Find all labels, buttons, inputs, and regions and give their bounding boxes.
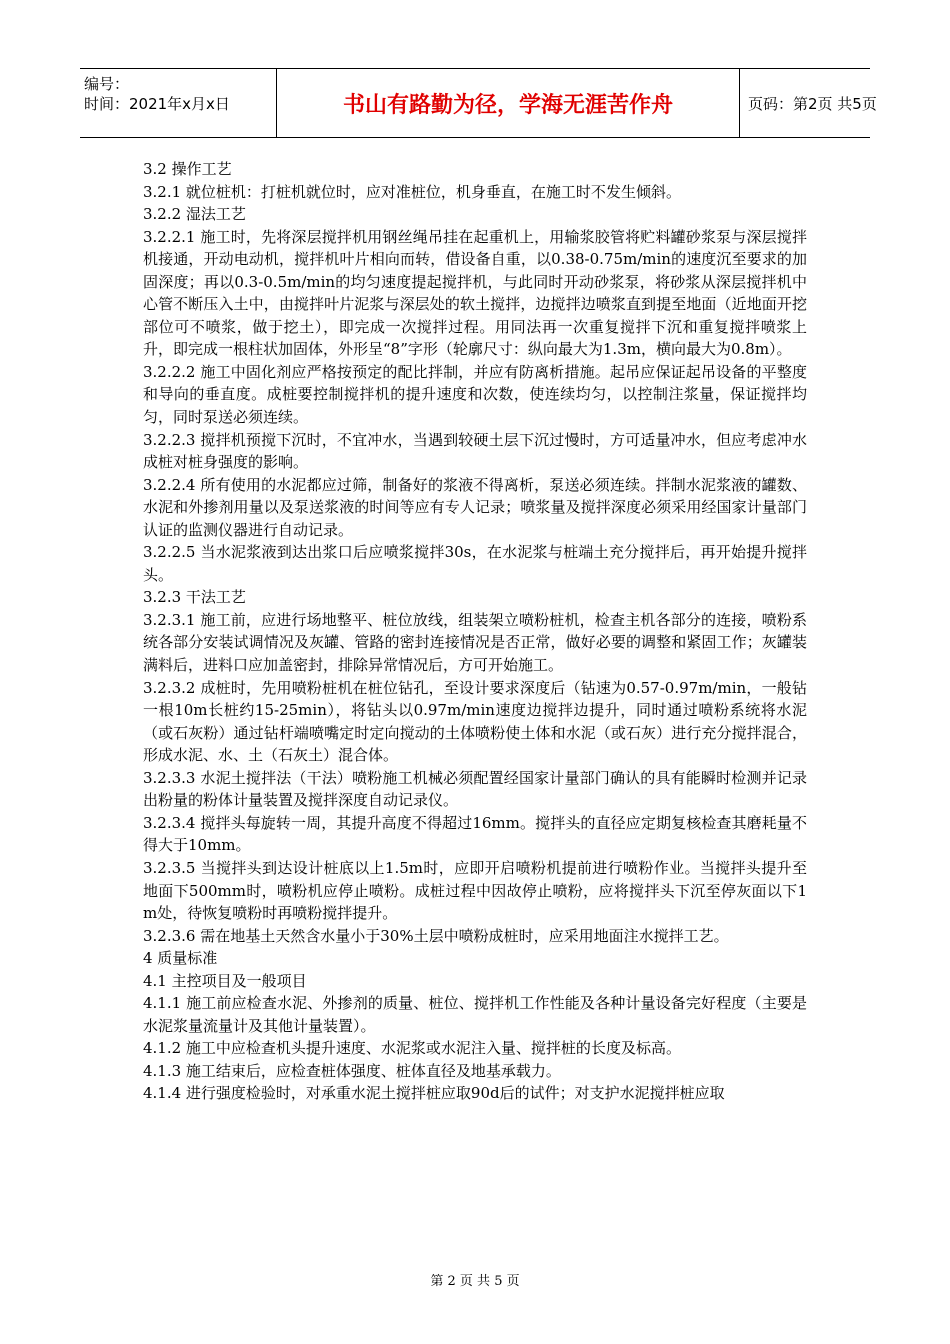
header-meta-cell	[80, 69, 277, 137]
paragraph: 3.2.3.3 水泥土搅拌法（干法）喷粉施工机械必须配置经国家计量部门确认的具有能瞬时检测并记录出粉量的粉体计量装置及搅拌深度自动记录仪。	[143, 768, 807, 810]
header-motto: 书山有路勤为径，学海无涯苦作舟	[277, 69, 740, 137]
paragraph: 3.2.2.3 搅拌机预搅下沉时，不宜冲水，当遇到较硬土层下沉过慢时，方可适量冲水，但应考虑冲水成桩对桩身强度的影响。	[143, 430, 807, 472]
document-body	[143, 158, 807, 1105]
paragraph: 4.1.1 施工前应检查水泥、外掺剂的质量、桩位、搅拌机工作性能及各种计量设备完好程度（主要是水泥浆量流量计及其他计量装置）。	[143, 994, 807, 1035]
paragraph: 3.2.3 干法工艺	[143, 588, 246, 607]
page-header	[80, 68, 877, 138]
paragraph: 4.1.4 进行强度检验时，对承重水泥土搅拌桩应取90d后的试件；对支护水泥搅拌桩应取	[143, 1084, 725, 1103]
paragraph: 3.2.1 就位桩机：打桩机就位时，应对准桩位，机身垂直，在施工时不发生倾斜。	[143, 182, 681, 201]
paragraph: 3.2.3.1 施工前，应进行场地整平、桩位放线，组装架立喷粉桩机，检查主机各部分的连接，喷粉系统各部分安装试调情况及灰罐、管路的密封连接情况是否正常，做好必要的调整和紧固工作；灰罐装满料后，进料口应加盖密封，排除异常情况后，方可开始施工。	[143, 610, 807, 675]
paragraph: 3.2.3.2 成桩时，先用喷粉桩机在桩位钻孔，至设计要求深度后（钻速为0.57-0.97m/min，一般钻一根10m长桩约15-25min），将钻头以0.97m/min速度边搅拌边提升，同时通过喷粉系统将水泥（或石灰粉）通过钻杆端喷嘴定时定向搅动的土体喷粉使土体和水泥（或石灰）进行充分搅拌混合，形成水泥、水、土（石灰土）混合体。	[143, 678, 807, 765]
paragraph: 3.2.3.4 搅拌头每旋转一周，其提升高度不得超过16mm。搅拌头的直径应定期复核检查其磨耗量不得大于10mm。	[143, 813, 807, 855]
paragraph: 3.2 操作工艺	[143, 160, 232, 178]
page-footer: 第 2 页 共 5 页	[430, 1274, 520, 1289]
paragraph: 3.2.2.5 当水泥浆液到达出浆口后应喷浆搅拌30s，在水泥浆与桩端土充分搅拌后，再开始提升搅拌头。	[143, 543, 807, 584]
paragraph: 3.2.2.4 所有使用的水泥都应过筛，制备好的浆液不得离析，泵送必须连续。拌制水泥浆液的罐数、水泥和外掺剂用量以及泵送浆液的时间等应有专人记录；喷浆量及搅拌深度必须采用经国家计量部门认证的监测仪器进行自动记录。	[143, 475, 807, 539]
paragraph: 4 质量标准	[143, 949, 218, 968]
paragraph: 3.2.3.5 当搅拌头到达设计桩底以上1.5m时，应即开启喷粉机提前进行喷粉作业。当搅拌头提升至地面下500mm时，喷粉机应停止喷粉。成桩过程中因故停止喷粉，应将搅拌头下沉至停灰面以下1m处，待恢复喷粉时再喷粉搅拌提升。	[143, 858, 807, 923]
paragraph: 4.1 主控项目及一般项目	[143, 971, 307, 990]
header-page-info: 页码：第2页 共5页	[748, 94, 877, 113]
paragraph: 3.2.2.1 施工时，先将深层搅拌机用钢丝绳吊挂在起重机上，用输浆胶管将贮料罐砂浆泵与深层搅拌机接通，开动电动机，搅拌机叶片相向而转，借设备自重，以0.38-0.75m/min的速度沉至要求的加固深度；再以0.3-0.5m/min的均匀速度提起搅拌机，与此同时开动砂浆泵，将砂浆从深层搅拌机中心管不断压入土中，由搅拌叶片泥浆与深层处的软土搅拌，边搅拌边喷浆直到提至地面（近地面开挖部位可不喷浆，做于挖土），即完成一次搅拌过程。用同法再一次重复搅拌下沉和重复搅拌喷浆上升，即完成一根柱状加固体，外形呈“8”字形（轮廓尺寸：纵向最大为1.3m，横向最大为0.8m）。	[143, 227, 807, 359]
paragraph: 3.2.2 湿法工艺	[143, 205, 246, 224]
paragraph: 4.1.3 施工结束后，应检查桩体强度、桩体直径及地基承载力。	[143, 1061, 561, 1080]
number-label: 编号：	[84, 75, 130, 93]
paragraph: 3.2.2.2 施工中固化剂应严格按预定的配比拌制，并应有防离析措施。起吊应保证起吊设备的平整度和导向的垂直度。成桩要控制搅拌机的提升速度和次数，使连续均匀，以控制注浆量，保证搅拌均匀，同时泵送必须连续。	[143, 362, 807, 427]
date-label: 时间：2021年x月x日	[84, 95, 230, 113]
paragraph: 3.2.3.6 需在地基土天然含水量小于30%土层中喷粉成桩时，应采用地面注水搅拌工艺。	[143, 926, 729, 945]
paragraph: 4.1.2 施工中应检查机头提升速度、水泥浆或水泥注入量、搅拌桩的长度及标高。	[143, 1039, 681, 1058]
